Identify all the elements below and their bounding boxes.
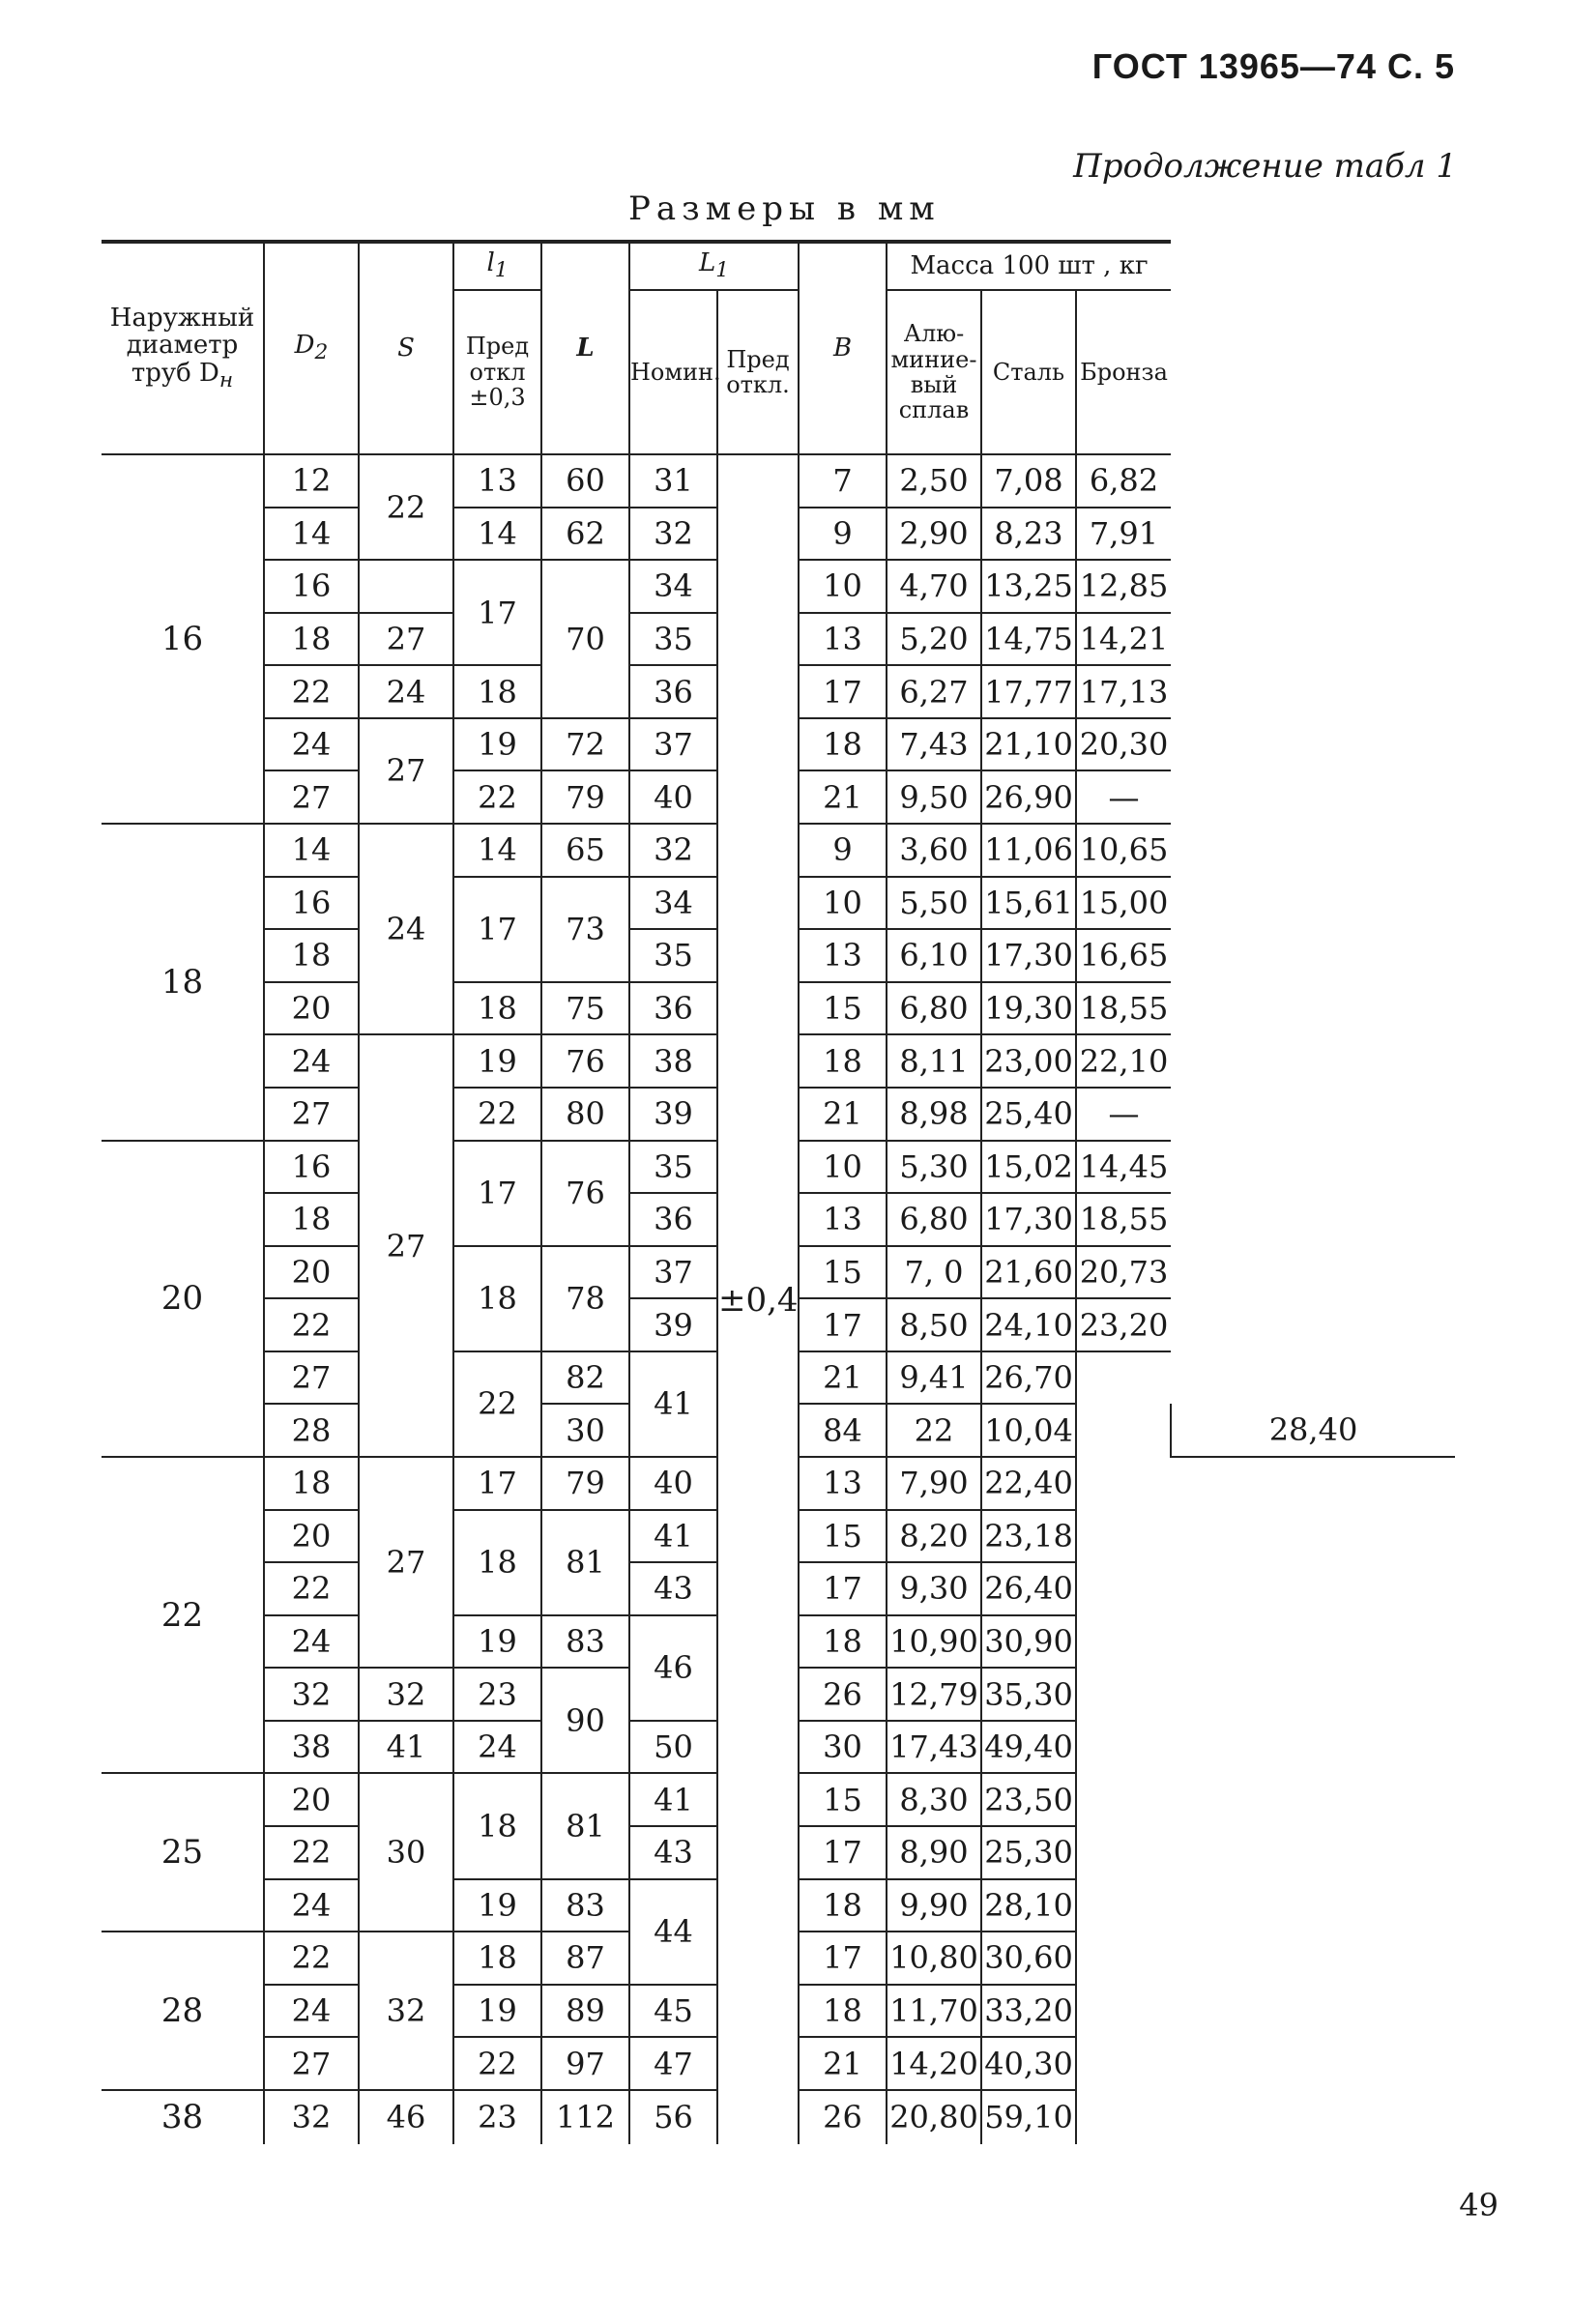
cell-d2: 16 (264, 560, 359, 613)
cell-L1-nominal: 36 (629, 665, 717, 718)
cell-b: 9 (799, 508, 887, 561)
cell-d2: 12 (264, 454, 359, 508)
cell-d2: 24 (264, 718, 359, 771)
cell-mass-steel: 35,30 (981, 1668, 1076, 1721)
cell-mass-al: 5,50 (887, 877, 981, 930)
cell-L1-nominal: 46 (629, 1615, 717, 1721)
cell-b: 18 (799, 1615, 887, 1669)
cell-mass-al: 11,70 (887, 1985, 981, 2038)
cell-b: 10 (799, 560, 887, 613)
header-mass-bronze: Бронза (1076, 290, 1171, 454)
cell-mass-steel: 13,25 (981, 560, 1076, 613)
dimensions-table-container (102, 240, 1455, 2144)
cell-L1-nominal: 43 (629, 1826, 717, 1879)
cell-s: 46 (359, 2090, 453, 2144)
cell-s: 30 (541, 1404, 629, 1457)
cell-b: 13 (799, 613, 887, 666)
cell-mass-al: 5,30 (887, 1141, 981, 1194)
cell-d2: 27 (264, 1351, 359, 1405)
cell-mass-al: 9,90 (887, 1879, 981, 1932)
cell-outer-diameter: 38 (160, 2098, 204, 2137)
cell-l1: 24 (453, 1721, 541, 1774)
cell-b: 26 (799, 1668, 887, 1721)
cell-mass-steel: 17,30 (981, 1193, 1076, 1246)
cell-d2: 16 (264, 877, 359, 930)
cell-mass-steel: 21,60 (981, 1246, 1076, 1299)
cell-mass-al: 5,20 (887, 613, 981, 666)
cell-L: 112 (541, 2090, 629, 2144)
cell-d2: 27 (264, 1088, 359, 1141)
cell-L1-nominal: 37 (629, 718, 717, 771)
cell-d2: 24 (264, 1034, 359, 1088)
cell-mass-al: 8,50 (887, 1298, 981, 1351)
cell-l1: 18 (453, 1246, 541, 1351)
cell-mass-al: 10,90 (887, 1615, 981, 1669)
cell-mass-steel: 26,40 (981, 1562, 1076, 1615)
cell-mass-al: 17,43 (887, 1721, 981, 1774)
cell-L1-nominal: 38 (629, 1034, 717, 1088)
cell-b: 21 (799, 770, 887, 824)
cell-L: 89 (541, 1985, 629, 2038)
cell-mass-al: 8,90 (887, 1826, 981, 1879)
cell-b: 26 (799, 2090, 887, 2144)
cell-b: 18 (799, 1034, 887, 1088)
cell-mass-al: 9,30 (887, 1562, 981, 1615)
cell-l1: 19 (453, 718, 541, 771)
cell-mass-steel: 49,40 (981, 1721, 1076, 1774)
cell-b: 21 (799, 2037, 887, 2090)
cell-mass-steel: 28,40 (1171, 1404, 1455, 1457)
cell-mass-bronze: 7,91 (1076, 508, 1171, 561)
cell-L1-nominal: 36 (629, 982, 717, 1035)
cell-L1-nominal: 50 (629, 1721, 717, 1774)
cell-s: 32 (359, 1932, 453, 2090)
cell-mass-al: 14,20 (887, 2037, 981, 2090)
cell-mass-bronze: 18,55 (1076, 1193, 1171, 1246)
cell-l1: 13 (453, 454, 541, 508)
page-number: 49 (1459, 2187, 1498, 2223)
cell-L: 79 (541, 1457, 629, 1510)
cell-b: 10 (799, 1141, 887, 1194)
cell-l1: 23 (453, 2090, 541, 2144)
cell-l1: 22 (453, 1088, 541, 1141)
cell-L: 82 (541, 1351, 629, 1405)
cell-l1: 18 (453, 1773, 541, 1878)
cell-d2: 22 (264, 1826, 359, 1879)
cell-mass-al: 6,10 (887, 929, 981, 982)
cell-b: 15 (799, 1773, 887, 1826)
cell-s: 27 (359, 1034, 453, 1457)
cell-b: 17 (799, 1826, 887, 1879)
cell-l1: 14 (453, 508, 541, 561)
header-L1: $L_1$ (629, 242, 799, 290)
cell-mass-steel: 33,20 (981, 1985, 1076, 2038)
header-L1-nominal: Номин. (629, 290, 717, 454)
cell-L: 73 (541, 877, 629, 982)
cell-d2: 32 (264, 1668, 359, 1721)
cell-l1: 18 (453, 1510, 541, 1615)
cell-outer-diameter: 16 (102, 454, 264, 824)
cell-L: 84 (799, 1404, 887, 1457)
cell-mass-steel: 23,50 (981, 1773, 1076, 1826)
cell-mass-al: 7,43 (887, 718, 981, 771)
cell-d2: 27 (264, 770, 359, 824)
cell-L1-nominal: 39 (629, 1088, 717, 1141)
cell-mass-al: 8,30 (887, 1773, 981, 1826)
cell-L1-nominal: 43 (629, 1562, 717, 1615)
cell-l1: 18 (453, 665, 541, 718)
cell-b: 30 (799, 1721, 887, 1774)
page-header: ГОСТ 13965—74 С. 5 (1091, 46, 1455, 86)
cell-mass-steel: 25,30 (981, 1826, 1076, 1879)
cell-L1-nominal: 56 (629, 2090, 717, 2144)
cell-mass-steel: 26,90 (981, 770, 1076, 824)
cell-mass-al: 10,04 (981, 1404, 1076, 1457)
cell-b: 22 (887, 1404, 981, 1457)
cell-mass-steel: 59,10 (981, 2090, 1076, 2144)
cell-mass-bronze: 14,45 (1076, 1141, 1171, 1194)
cell-b: 17 (799, 665, 887, 718)
header-d2: $D_2$ (264, 242, 359, 454)
cell-d2: 38 (264, 1721, 359, 1774)
cell-b: 17 (799, 1298, 887, 1351)
cell-mass-steel: 14,75 (981, 613, 1076, 666)
cell-l1: 17 (453, 1141, 541, 1246)
header-mass: Масса 100 шт , кг (887, 242, 1171, 290)
cell-mass-al: 6,80 (887, 1193, 981, 1246)
cell-mass-al: 6,80 (887, 982, 981, 1035)
cell-b: 17 (799, 1932, 887, 1985)
cell-l1: 19 (453, 1615, 541, 1669)
cell-l1: 22 (453, 1351, 541, 1457)
cell-L: 87 (541, 1932, 629, 1985)
cell-s: 24 (359, 824, 453, 1034)
cell-mass-steel: 17,30 (981, 929, 1076, 982)
cell-d2: 16 (264, 1141, 359, 1194)
cell-mass-bronze: 16,65 (1076, 929, 1171, 982)
cell-mass-steel: 15,61 (981, 877, 1076, 930)
cell-b: 13 (799, 1457, 887, 1510)
cell-L1-nominal: 47 (629, 2037, 717, 2090)
header-l1-tolerance: Пред откл ±0,3 (453, 290, 541, 454)
cell-outer-diameter: 25 (102, 1773, 264, 1932)
cell-mass-al: 7, 0 (887, 1246, 981, 1299)
header-outer-diameter: Наружный диаметр труб $D_н$ (102, 242, 264, 454)
cell-outer-diameter: 22 (102, 1457, 264, 1773)
cell-L1-nominal: 32 (629, 824, 717, 877)
cell-mass-al: 3,60 (887, 824, 981, 877)
cell-mass-bronze: 20,30 (1076, 718, 1171, 771)
cell-b: 21 (799, 1351, 887, 1405)
cell-mass-bronze: 17,13 (1076, 665, 1171, 718)
cell-b: 15 (799, 1510, 887, 1563)
cell-mass-al: 20,80 (887, 2090, 981, 2144)
cell-L1-nominal: 36 (629, 1193, 717, 1246)
cell-mass-bronze: 12,85 (1076, 560, 1171, 613)
cell-d2: 22 (264, 1562, 359, 1615)
cell-L: 81 (541, 1510, 629, 1615)
cell-s: 41 (359, 1721, 453, 1774)
cell-mass-steel: 7,08 (981, 454, 1076, 508)
cell-d2: 20 (264, 1510, 359, 1563)
cell-d2: 27 (264, 2037, 359, 2090)
cell-L: 70 (541, 560, 629, 718)
cell-mass-al: 7,90 (887, 1457, 981, 1510)
cell-L: 65 (541, 824, 629, 877)
cell-mass-al: 8,98 (887, 1088, 981, 1141)
cell-mass-bronze: 15,00 (1076, 877, 1171, 930)
cell-mass-bronze: 22,10 (1076, 1034, 1171, 1088)
cell-L: 83 (541, 1615, 629, 1669)
cell-L: 72 (541, 718, 629, 771)
cell-mass-al: 12,79 (887, 1668, 981, 1721)
cell-s: 30 (359, 1773, 453, 1932)
cell-b: 15 (799, 1246, 887, 1299)
cell-mass-bronze: 23,20 (1076, 1298, 1171, 1351)
cell-L1-nominal: 31 (629, 454, 717, 508)
cell-L1-nominal: 40 (629, 1457, 717, 1510)
cell-l1: 19 (453, 1985, 541, 2038)
cell-b: 10 (799, 877, 887, 930)
cell-b: 7 (799, 454, 887, 508)
cell-L1-tolerance: ±0,4 (717, 454, 799, 2144)
cell-l1: 18 (453, 982, 541, 1035)
cell-mass-bronze: — (1076, 1088, 1171, 1141)
cell-d2: 18 (264, 613, 359, 666)
cell-d2: 18 (264, 929, 359, 982)
cell-b: 15 (799, 982, 887, 1035)
cell-s (359, 560, 453, 613)
cell-L1-nominal: 41 (629, 1773, 717, 1826)
cell-d2: 28 (264, 1404, 359, 1457)
cell-mass-steel: 21,10 (981, 718, 1076, 771)
cell-d2: 20 (264, 982, 359, 1035)
cell-d2: 24 (264, 1879, 359, 1932)
cell-mass-steel: 30,90 (981, 1615, 1076, 1669)
cell-L1-nominal: 37 (629, 1246, 717, 1299)
cell-mass-bronze: 6,82 (1076, 454, 1171, 508)
header-l: L (541, 242, 629, 454)
cell-outer-diameter: 20 (102, 1141, 264, 1457)
cell-mass-bronze: — (1076, 770, 1171, 824)
cell-L1-nominal: 35 (629, 613, 717, 666)
cell-d2: 14 (264, 508, 359, 561)
cell-mass-bronze: 18,55 (1076, 982, 1171, 1035)
cell-mass-steel: 19,30 (981, 982, 1076, 1035)
cell-L1-nominal: 35 (629, 1141, 717, 1194)
cell-L1-nominal: 44 (629, 1879, 717, 1985)
cell-mass-steel: 24,10 (981, 1298, 1076, 1351)
cell-L: 76 (541, 1141, 629, 1246)
cell-L: 80 (541, 1088, 629, 1141)
cell-mass-al: 2,90 (887, 508, 981, 561)
cell-d2: 22 (264, 1298, 359, 1351)
cell-L: 76 (541, 1034, 629, 1088)
cell-s: 27 (359, 1457, 453, 1668)
cell-b: 9 (799, 824, 887, 877)
cell-l1: 22 (453, 2037, 541, 2090)
cell-L1-nominal: 39 (629, 1298, 717, 1351)
cell-s: 27 (359, 718, 453, 824)
cell-b: 18 (799, 1879, 887, 1932)
cell-b: 17 (799, 1562, 887, 1615)
cell-mass-al: 8,20 (887, 1510, 981, 1563)
cell-b: 13 (799, 929, 887, 982)
units-caption: Размеры в мм (628, 189, 941, 228)
cell-mass-steel: 22,40 (981, 1457, 1076, 1510)
cell-outer-diameter: 18 (102, 824, 264, 1140)
cell-mass-al: 2,50 (887, 454, 981, 508)
header-s: S (359, 242, 453, 454)
cell-L: 78 (541, 1246, 629, 1351)
cell-mass-al: 6,27 (887, 665, 981, 718)
cell-mass-bronze: 20,73 (1076, 1246, 1171, 1299)
cell-s: 27 (359, 613, 453, 666)
cell-d2: 14 (264, 824, 359, 877)
cell-mass-steel: 17,77 (981, 665, 1076, 718)
cell-L: 81 (541, 1773, 629, 1878)
cell-mass-steel: 25,40 (981, 1088, 1076, 1141)
cell-l1: 17 (453, 877, 541, 982)
cell-mass-al: 4,70 (887, 560, 981, 613)
cell-L1-nominal: 45 (629, 1985, 717, 2038)
table-continuation-caption: Продолжение табл 1 (1073, 147, 1457, 186)
cell-s: 24 (359, 665, 453, 718)
cell-L: 62 (541, 508, 629, 561)
cell-mass-steel: 11,06 (981, 824, 1076, 877)
cell-mass-al: 8,11 (887, 1034, 981, 1088)
cell-d2: 18 (264, 1457, 359, 1510)
cell-mass-bronze-empty (1076, 1351, 1171, 2144)
cell-s: 32 (359, 1668, 453, 1721)
cell-d2: 24 (264, 1985, 359, 2038)
cell-l1: 14 (453, 824, 541, 877)
cell-b: 18 (799, 1985, 887, 2038)
cell-outer-diameter: 28 (102, 1932, 264, 2090)
cell-mass-al: 10,80 (887, 1932, 981, 1985)
cell-L: 83 (541, 1879, 629, 1932)
cell-s: 22 (359, 454, 453, 560)
cell-mass-bronze: 14,21 (1076, 613, 1171, 666)
cell-L1-nominal: 34 (629, 877, 717, 930)
cell-d2: 24 (264, 1615, 359, 1669)
cell-mass-steel: 28,10 (981, 1879, 1076, 1932)
cell-l1: 19 (453, 1034, 541, 1088)
cell-mass-steel: 8,23 (981, 508, 1076, 561)
cell-l1: 17 (453, 1457, 541, 1510)
cell-b: 18 (799, 718, 887, 771)
header-mass-steel: Сталь (981, 290, 1076, 454)
header-l1: $l_1$ (453, 242, 541, 290)
cell-mass-steel: 15,02 (981, 1141, 1076, 1194)
table-body (102, 454, 1455, 2144)
cell-mass-steel: 23,00 (981, 1034, 1076, 1088)
cell-L1-nominal: 32 (629, 508, 717, 561)
cell-mass-al: 9,50 (887, 770, 981, 824)
cell-d2: 22 (264, 1932, 359, 1985)
cell-b: 21 (799, 1088, 887, 1141)
cell-l1: 17 (453, 560, 541, 665)
cell-L1-nominal: 41 (629, 1510, 717, 1563)
cell-d2: 20 (264, 1773, 359, 1826)
cell-L1-nominal: 40 (629, 770, 717, 824)
cell-d2: 18 (264, 1193, 359, 1246)
cell-d2: 32 (264, 2090, 359, 2144)
cell-L: 97 (541, 2037, 629, 2090)
dimensions-table (102, 240, 1455, 2144)
cell-l1: 19 (453, 1879, 541, 1932)
cell-l1: 23 (453, 1668, 541, 1721)
header-L1-tolerance: Пред откл. (717, 290, 799, 454)
cell-mass-steel: 23,18 (981, 1510, 1076, 1563)
cell-L1-nominal: 35 (629, 929, 717, 982)
cell-L1-nominal: 34 (629, 560, 717, 613)
cell-l1: 18 (453, 1932, 541, 1985)
cell-L: 90 (541, 1668, 629, 1773)
cell-mass-al: 9,41 (887, 1351, 981, 1405)
cell-l1: 22 (453, 770, 541, 824)
cell-b: 13 (799, 1193, 887, 1246)
cell-L1-nominal: 41 (629, 1351, 717, 1457)
cell-mass-steel: 40,30 (981, 2037, 1076, 2090)
header-mass-aluminium: Алюминиевый сплав (887, 290, 981, 454)
cell-L: 60 (541, 454, 629, 508)
cell-mass-steel: 30,60 (981, 1932, 1076, 1985)
cell-d2: 20 (264, 1246, 359, 1299)
cell-L: 75 (541, 982, 629, 1035)
header-b: B (799, 242, 887, 454)
cell-mass-bronze: 10,65 (1076, 824, 1171, 877)
cell-d2: 22 (264, 665, 359, 718)
cell-mass-steel: 26,70 (981, 1351, 1076, 1405)
cell-L: 79 (541, 770, 629, 824)
